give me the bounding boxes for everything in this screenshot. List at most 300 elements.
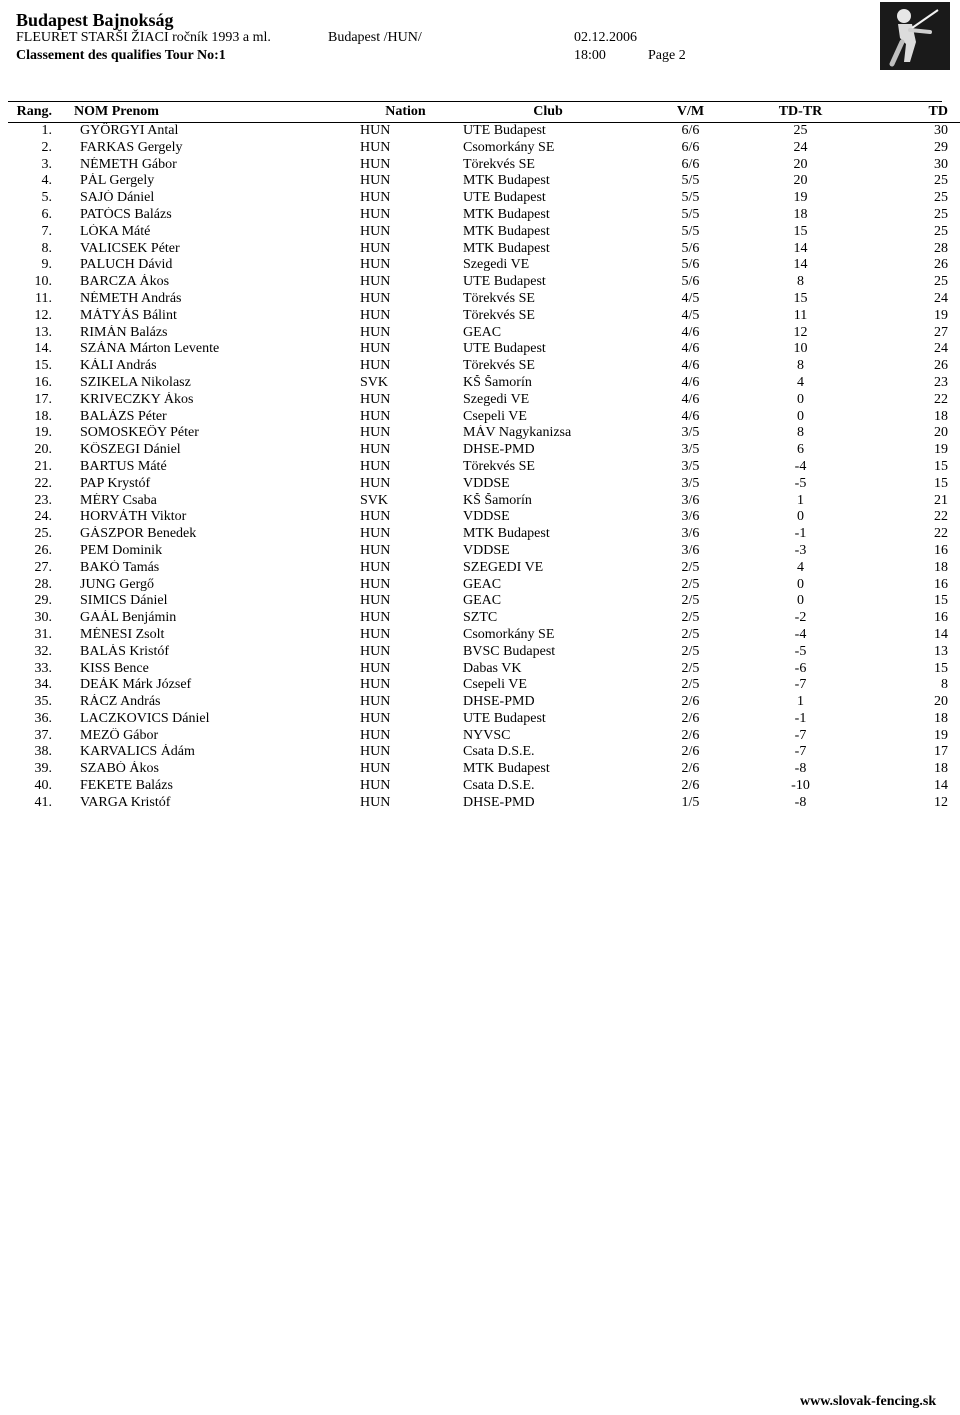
cell-vm: 4/5: [681, 307, 700, 323]
cell-club: UTE Budapest: [463, 274, 546, 290]
cell-rank: 7.: [41, 223, 52, 239]
classement-line: [16, 48, 916, 66]
table-row: [8, 224, 960, 241]
cell-vm: 4/5: [681, 290, 700, 306]
cell-rank: 36.: [34, 710, 52, 726]
cell-rank: 25.: [34, 526, 52, 542]
cell-name: SAJÓ Dániel: [80, 190, 155, 206]
cell-nation: HUN: [360, 710, 391, 726]
cell-name: GÁSZPOR Benedek: [80, 526, 197, 542]
cell-nation: HUN: [360, 509, 391, 525]
cell-name: DEÁK Márk József: [80, 677, 192, 693]
table-row: [8, 123, 960, 140]
cell-tdtr: 20: [793, 156, 808, 172]
cell-club: VDDSE: [463, 542, 510, 558]
cell-rank: 39.: [34, 761, 52, 777]
cell-rank: 6.: [41, 206, 52, 222]
cell-vm: 2/5: [681, 559, 700, 575]
cell-vm: 4/6: [681, 391, 700, 407]
col-header-vm: V/M: [633, 102, 748, 123]
cell-name: PÁL Gergely: [80, 173, 155, 189]
cell-vm: 4/6: [681, 408, 700, 424]
cell-name: MÉRY Csaba: [80, 492, 157, 508]
cell-tdtr: 0: [797, 576, 804, 592]
cell-td: 30: [934, 156, 948, 172]
cell-tdtr: -2: [794, 610, 807, 626]
cell-tdtr: 10: [793, 341, 808, 357]
table-row: [8, 526, 960, 543]
cell-tdtr: 14: [793, 240, 808, 256]
cell-nation: HUN: [360, 694, 391, 710]
cell-td: 30: [934, 123, 948, 138]
cell-name: PATÓCS Balázs: [80, 206, 172, 222]
cell-nation: HUN: [360, 290, 391, 306]
cell-vm: 2/6: [681, 710, 700, 726]
cell-vm: 2/5: [681, 660, 700, 676]
cell-vm: 6/6: [681, 139, 700, 155]
cell-tdtr: -4: [794, 458, 807, 474]
cell-name: GYÖRGYI Antal: [80, 123, 179, 138]
cell-vm: 2/5: [681, 643, 700, 659]
cell-vm: 5/6: [681, 257, 700, 273]
table-row: [8, 140, 960, 157]
cell-td: 20: [934, 694, 948, 710]
cell-club: Csata D.S.E.: [463, 744, 535, 760]
table-row: [8, 459, 960, 476]
cell-rank: 9.: [41, 257, 52, 273]
cell-vm: 5/5: [681, 190, 700, 206]
cell-nation: HUN: [360, 576, 391, 592]
cell-club: VDDSE: [463, 475, 510, 491]
cell-rank: 10.: [34, 274, 52, 290]
table-row: [8, 409, 960, 426]
cell-club: SZEGEDI VE: [463, 559, 544, 575]
cell-tdtr: -4: [794, 626, 807, 642]
table-row: [8, 509, 960, 526]
cell-nation: HUN: [360, 307, 391, 323]
table-row: [8, 493, 960, 510]
cell-rank: 14.: [34, 341, 52, 357]
table-row: [8, 442, 960, 459]
table-body: [8, 123, 960, 812]
cell-td: 8: [941, 677, 948, 693]
cell-vm: 2/5: [681, 576, 700, 592]
table-row: [8, 241, 960, 258]
cell-name: GAÁL Benjámin: [80, 610, 177, 626]
cell-nation: HUN: [360, 408, 391, 424]
cell-vm: 5/6: [681, 274, 700, 290]
cell-td: 12: [934, 794, 948, 810]
cell-name: PALUCH Dávid: [80, 257, 173, 273]
cell-nation: HUN: [360, 559, 391, 575]
cell-name: BALÁZS Péter: [80, 408, 167, 424]
cell-td: 15: [934, 458, 948, 474]
results-table-container: [8, 101, 948, 812]
cell-rank: 26.: [34, 542, 52, 558]
table-row: [8, 341, 960, 358]
cell-name: RÁCZ András: [80, 694, 161, 710]
cell-rank: 15.: [34, 358, 52, 374]
cell-name: KARVALICS Ádám: [80, 744, 195, 760]
cell-td: 26: [934, 358, 948, 374]
cell-vm: 2/6: [681, 727, 700, 743]
cell-nation: HUN: [360, 240, 391, 256]
cell-vm: 2/6: [681, 694, 700, 710]
cell-name: KŐSZEGI Dániel: [80, 442, 181, 458]
event-location: Budapest /HUN/: [328, 30, 422, 45]
table-row: [8, 190, 960, 207]
cell-nation: HUN: [360, 358, 391, 374]
cell-vm: 2/5: [681, 593, 700, 609]
cell-rank: 8.: [41, 240, 52, 256]
cell-name: BALÁS Kristóf: [80, 643, 170, 659]
table-row: [8, 291, 960, 308]
cell-name: SIMICS Dániel: [80, 593, 168, 609]
cell-nation: HUN: [360, 593, 391, 609]
website-footer[interactable]: www.slovak-fencing.sk: [800, 1394, 937, 1409]
cell-club: UTE Budapest: [463, 190, 546, 206]
cell-vm: 5/5: [681, 173, 700, 189]
cell-rank: 21.: [34, 458, 52, 474]
cell-vm: 2/6: [681, 744, 700, 760]
cell-vm: 6/6: [681, 156, 700, 172]
cell-name: HORVÁTH Viktor: [80, 509, 187, 525]
table-row: [8, 744, 960, 761]
cell-td: 18: [934, 710, 948, 726]
cell-td: 29: [934, 139, 948, 155]
cell-vm: 3/6: [681, 509, 700, 525]
cell-club: MTK Budapest: [463, 526, 550, 542]
cell-club: Csomorkány SE: [463, 139, 555, 155]
table-row: [8, 694, 960, 711]
cell-rank: 23.: [34, 492, 52, 508]
cell-tdtr: 8: [797, 425, 804, 441]
cell-rank: 33.: [34, 660, 52, 676]
cell-club: DHSE-PMD: [463, 694, 535, 710]
table-row: [8, 610, 960, 627]
table-row: [8, 358, 960, 375]
cell-tdtr: -10: [791, 778, 810, 794]
cell-rank: 34.: [34, 677, 52, 693]
table-row: [8, 577, 960, 594]
cell-rank: 11.: [35, 290, 52, 306]
cell-tdtr: 12: [793, 324, 808, 340]
cell-club: MTK Budapest: [463, 173, 550, 189]
event-name: FLEURET STARŠI ŽIACI ročník 1993 a ml.: [16, 30, 271, 45]
cell-td: 16: [934, 542, 948, 558]
cell-rank: 5.: [41, 190, 52, 206]
col-header-tdtr: TD-TR: [748, 102, 853, 123]
cell-name: BAKÓ Tamás: [80, 559, 160, 575]
cell-nation: HUN: [360, 442, 391, 458]
col-header-td: TD: [853, 102, 960, 123]
cell-club: Törekvés SE: [463, 458, 535, 474]
cell-nation: HUN: [360, 123, 391, 138]
cell-rank: 35.: [34, 694, 52, 710]
cell-nation: HUN: [360, 475, 391, 491]
cell-club: VDDSE: [463, 509, 510, 525]
cell-td: 16: [934, 576, 948, 592]
cell-name: MÉNESI Zsolt: [80, 626, 165, 642]
cell-vm: 3/6: [681, 492, 700, 508]
table-row: [8, 207, 960, 224]
cell-name: SZABÓ Ákos: [80, 761, 159, 777]
col-header-name: NOM Prenom: [58, 102, 348, 123]
cell-rank: 27.: [34, 559, 52, 575]
cell-nation: HUN: [360, 173, 391, 189]
cell-tdtr: 4: [797, 559, 804, 575]
cell-nation: HUN: [360, 727, 391, 743]
cell-tdtr: 15: [793, 223, 808, 239]
cell-td: 25: [934, 206, 948, 222]
cell-nation: HUN: [360, 257, 391, 273]
event-info-line: [16, 30, 916, 48]
cell-name: FARKAS Gergely: [80, 139, 183, 155]
table-row: [8, 173, 960, 190]
cell-tdtr: 20: [793, 173, 808, 189]
cell-name: KISS Bence: [80, 660, 149, 676]
cell-nation: HUN: [360, 744, 391, 760]
cell-td: 19: [934, 307, 948, 323]
cell-vm: 3/5: [681, 425, 700, 441]
col-header-rank: Rang.: [8, 102, 58, 123]
cell-name: PEM Dominik: [80, 542, 163, 558]
cell-td: 21: [934, 492, 948, 508]
cell-vm: 3/6: [681, 542, 700, 558]
cell-nation: HUN: [360, 526, 391, 542]
cell-tdtr: 0: [797, 408, 804, 424]
cell-rank: 18.: [34, 408, 52, 424]
cell-club: GEAC: [463, 576, 502, 592]
table-row: [8, 392, 960, 409]
table-row: [8, 543, 960, 560]
cell-vm: 1/5: [681, 794, 700, 810]
cell-rank: 17.: [34, 391, 52, 407]
cell-vm: 2/6: [681, 778, 700, 794]
cell-td: 22: [934, 526, 948, 542]
table-row: [8, 257, 960, 274]
cell-nation: HUN: [360, 794, 391, 810]
cell-club: Csepeli VE: [463, 677, 527, 693]
cell-club: MÁV Nagykanizsa: [463, 425, 572, 441]
fencer-silhouette-icon: [880, 2, 950, 70]
cell-td: 25: [934, 173, 948, 189]
table-row: [8, 157, 960, 174]
cell-nation: HUN: [360, 274, 391, 290]
cell-td: 17: [934, 744, 948, 760]
cell-td: 27: [934, 324, 948, 340]
cell-club: DHSE-PMD: [463, 794, 535, 810]
page-number: Page 2: [648, 48, 686, 63]
cell-vm: 4/6: [681, 341, 700, 357]
cell-tdtr: 18: [793, 206, 808, 222]
cell-nation: HUN: [360, 778, 391, 794]
cell-name: FEKETE Balázs: [80, 778, 173, 794]
cell-td: 18: [934, 408, 948, 424]
cell-club: KŠ Šamorín: [463, 374, 532, 390]
cell-tdtr: 4: [797, 374, 804, 390]
cell-rank: 28.: [34, 576, 52, 592]
cell-td: 14: [934, 626, 948, 642]
event-date: 02.12.2006: [574, 30, 637, 45]
cell-name: SZÁNA Márton Levente: [80, 341, 220, 357]
cell-rank: 2.: [41, 139, 52, 155]
cell-name: MÁTYÁS Bálint: [80, 307, 177, 323]
table-row: [8, 375, 960, 392]
cell-vm: 4/6: [681, 358, 700, 374]
cell-nation: HUN: [360, 610, 391, 626]
cell-nation: HUN: [360, 206, 391, 222]
cell-club: UTE Budapest: [463, 123, 546, 138]
table-row: [8, 644, 960, 661]
cell-tdtr: 24: [793, 139, 808, 155]
cell-nation: HUN: [360, 626, 391, 642]
cell-rank: 3.: [41, 156, 52, 172]
cell-rank: 22.: [34, 475, 52, 491]
cell-td: 15: [934, 593, 948, 609]
cell-rank: 1.: [41, 123, 52, 138]
cell-name: MEZŐ Gábor: [80, 727, 159, 743]
cell-nation: HUN: [360, 425, 391, 441]
competition-title: Budapest Bajnokság: [16, 10, 174, 30]
cell-rank: 37.: [34, 727, 52, 743]
cell-td: 25: [934, 223, 948, 239]
cell-vm: 5/5: [681, 223, 700, 239]
table-row: [8, 728, 960, 745]
cell-vm: 2/6: [681, 761, 700, 777]
table-row: [8, 274, 960, 291]
cell-nation: HUN: [360, 324, 391, 340]
cell-rank: 32.: [34, 643, 52, 659]
cell-tdtr: -7: [794, 727, 807, 743]
cell-nation: HUN: [360, 660, 391, 676]
cell-name: PAP Krystóf: [80, 475, 151, 491]
table-row: [8, 795, 960, 812]
cell-club: Csata D.S.E.: [463, 778, 535, 794]
cell-rank: 31.: [34, 626, 52, 642]
cell-tdtr: 1: [797, 694, 804, 710]
event-time: 18:00: [574, 48, 606, 63]
cell-vm: 2/5: [681, 677, 700, 693]
cell-tdtr: 0: [797, 593, 804, 609]
cell-tdtr: 8: [797, 274, 804, 290]
cell-club: UTE Budapest: [463, 341, 546, 357]
cell-nation: HUN: [360, 156, 391, 172]
cell-club: Csepeli VE: [463, 408, 527, 424]
cell-name: KRIVECZKY Ákos: [80, 391, 194, 407]
cell-nation: SVK: [360, 492, 389, 508]
cell-vm: 3/5: [681, 458, 700, 474]
cell-rank: 13.: [34, 324, 52, 340]
cell-rank: 40.: [34, 778, 52, 794]
cell-rank: 19.: [34, 425, 52, 441]
cell-name: BARCZA Ákos: [80, 274, 170, 290]
cell-nation: HUN: [360, 341, 391, 357]
cell-rank: 20.: [34, 442, 52, 458]
cell-club: Csomorkány SE: [463, 626, 555, 642]
classement-title: Classement des qualifies Tour No:1: [16, 48, 226, 63]
cell-td: 13: [934, 643, 948, 659]
cell-nation: HUN: [360, 139, 391, 155]
cell-td: 25: [934, 190, 948, 206]
table-row: [8, 761, 960, 778]
cell-club: BVSC Budapest: [463, 643, 556, 659]
cell-tdtr: 11: [793, 307, 808, 323]
table-row: [8, 425, 960, 442]
cell-nation: HUN: [360, 542, 391, 558]
cell-td: 19: [934, 727, 948, 743]
cell-club: UTE Budapest: [463, 710, 546, 726]
cell-rank: 30.: [34, 610, 52, 626]
table-row: [8, 325, 960, 342]
cell-nation: HUN: [360, 223, 391, 239]
cell-td: 14: [934, 778, 948, 794]
cell-rank: 29.: [34, 593, 52, 609]
cell-vm: 6/6: [681, 123, 700, 138]
cell-tdtr: 25: [793, 123, 808, 138]
cell-name: SZIKELA Nikolasz: [80, 374, 191, 390]
cell-club: Törekvés SE: [463, 290, 535, 306]
cell-rank: 38.: [34, 744, 52, 760]
cell-tdtr: -1: [794, 526, 807, 542]
cell-nation: HUN: [360, 190, 391, 206]
cell-tdtr: 15: [793, 290, 808, 306]
cell-club: Szegedi VE: [463, 391, 530, 407]
cell-name: NÉMETH András: [80, 290, 182, 306]
table-row: [8, 711, 960, 728]
cell-td: 28: [934, 240, 948, 256]
cell-nation: HUN: [360, 677, 391, 693]
cell-tdtr: -5: [794, 643, 807, 659]
cell-vm: 5/6: [681, 240, 700, 256]
cell-rank: 12.: [34, 307, 52, 323]
cell-club: Szegedi VE: [463, 257, 530, 273]
table-row: [8, 627, 960, 644]
cell-name: LACZKOVICS Dániel: [80, 710, 210, 726]
cell-rank: 16.: [34, 374, 52, 390]
cell-rank: 41.: [34, 794, 52, 810]
cell-vm: 2/5: [681, 626, 700, 642]
cell-vm: 4/6: [681, 374, 700, 390]
cell-club: NYVSC: [463, 727, 511, 743]
cell-td: 22: [934, 391, 948, 407]
cell-vm: 3/5: [681, 475, 700, 491]
cell-tdtr: 8: [797, 358, 804, 374]
cell-tdtr: 14: [793, 257, 808, 273]
cell-nation: HUN: [360, 643, 391, 659]
cell-name: RIMÁN Balázs: [80, 324, 168, 340]
table-row: [8, 476, 960, 493]
table-row: [8, 593, 960, 610]
table-row: [8, 308, 960, 325]
cell-td: 26: [934, 257, 948, 273]
table-row: [8, 778, 960, 795]
cell-tdtr: -3: [794, 542, 807, 558]
cell-td: 20: [934, 425, 948, 441]
cell-name: VARGA Kristóf: [80, 794, 171, 810]
results-table: [8, 102, 960, 812]
cell-club: MTK Budapest: [463, 240, 550, 256]
cell-tdtr: -5: [794, 475, 807, 491]
cell-tdtr: 0: [797, 509, 804, 525]
cell-rank: 4.: [41, 173, 52, 189]
cell-club: SZTC: [463, 610, 498, 626]
col-header-club: Club: [463, 102, 633, 123]
cell-club: GEAC: [463, 324, 502, 340]
cell-tdtr: 6: [797, 442, 804, 458]
cell-vm: 3/6: [681, 526, 700, 542]
document-header: [16, 10, 916, 66]
